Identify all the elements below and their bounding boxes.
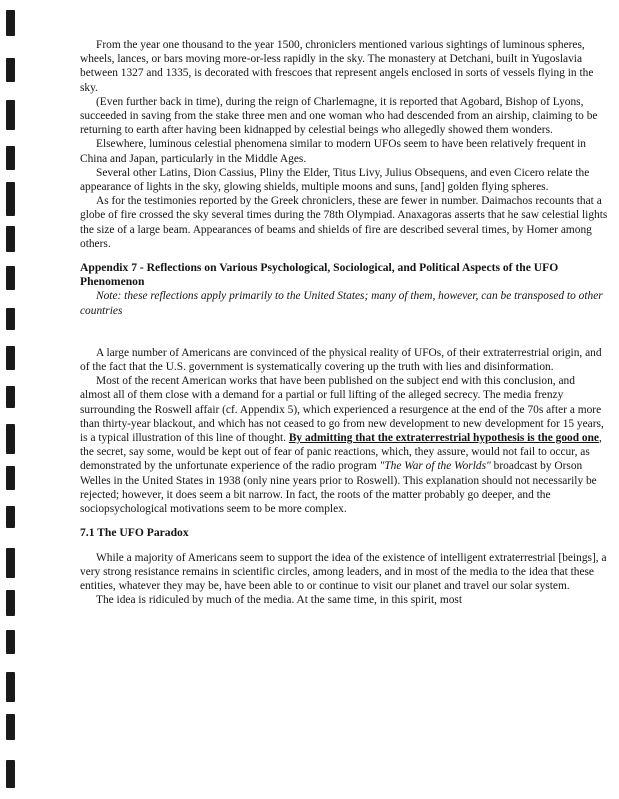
binder-hole-mark (6, 308, 15, 330)
binder-hole-mark (6, 146, 15, 170)
binder-hole-mark (6, 100, 15, 130)
document-body (80, 38, 608, 607)
binder-hole-mark (6, 226, 15, 252)
appendix-note: Note: these reflections apply primarily to the United States; many of them, however, can be transposed to other countries (80, 290, 603, 317)
paragraph: (Even further back in time), during the reign of Charlemagne, it is reported that Agobard, Bishop of Lyons, succeeded in saving from the stake three men and one woman who had descended from an airship, claiming to be returning to earth after having been kidnapped by celestial beings who allegedly showed them wonders. (80, 95, 598, 137)
emphasized-phrase: By admitting that the extraterrestrial hypothesis is the good one (288, 432, 599, 445)
paragraph: From the year one thousand to the year 1500, chroniclers mentioned various sightings of luminous spheres, wheels, lances, or bars moving more-or-less rapidly in the sky. The monastery at Detchani, built in Yugoslavia between 1327 and 1335, is decorated with frescoes that represent angels enclosed in sorts of vessels flying in the sky. (80, 39, 594, 94)
binder-hole-mark (6, 424, 15, 454)
paragraph: Several other Latins, Dion Cassius, Pliny the Elder, Titus Livy, Julius Obsequens, and even Cicero relate the appearance of lights in the sky, glowing shields, multiple moons and suns, [and] golden flying spheres. (80, 166, 590, 194)
binder-hole-mark (6, 714, 15, 740)
binder-hole-mark (6, 386, 15, 408)
binder-hole-mark (6, 630, 15, 654)
binder-hole-mark (6, 590, 15, 616)
binder-hole-mark (6, 672, 15, 702)
binder-margin (6, 0, 18, 799)
binder-hole-mark (6, 506, 15, 528)
binder-hole-mark (6, 266, 15, 290)
section-title: 7.1 The UFO Paradox (80, 526, 189, 540)
binder-hole-mark (6, 760, 15, 788)
paragraph: Elsewhere, luminous celestial phenomena similar to modern UFOs seem to have been relatively frequent in China and Japan, particularly in the Middle Ages. (80, 138, 586, 165)
paragraph-text: Most of the recent American works that have been published on the subject end with this conclusion, and almost all of them close with a demand for a partial or full lifting of the alleged secrecy. The media frenzy surrounding the Roswell affair (cf. Appendix 5), which experienced a resurgence at the end of the 70s after a more than thirty-year blackout, and which has not ceased to go from new development to new development for 15 years, is a typical illustration of this line of thought. (80, 375, 604, 445)
radio-program-title: "The War of the Worlds" (379, 460, 491, 473)
appendix-title: Appendix 7 - Reflections on Various Psychological, Sociological, and Political Aspects of the UFO Phenomenon (80, 261, 559, 289)
paragraph: A large number of Americans are convinced of the physical reality of UFOs, of their extraterrestrial origin, and of the fact that the U.S. government is systematically covering up the truth with lies and disinformation. (80, 346, 602, 374)
paragraph (80, 374, 608, 516)
paragraph-text: , the secret, say some, would be kept out of fear of panic reactions, which, they assure, would not fail to occur, as demonstrated by the unfortunate experience of the radio program (80, 432, 602, 473)
paragraph: The idea is ridiculed by much of the media. At the same time, in this spirit, most (96, 594, 463, 607)
paragraph: While a majority of Americans seem to support the idea of the existence of intelligent extraterrestrial [beings], a very strong resistance remains in scientific circles, among leaders, and in most of the media to the idea that these entities, whatever they may be, have been able to or continue to visit our planet and travel our solar system. (80, 551, 607, 592)
binder-hole-mark (6, 58, 15, 82)
paragraph-text: broadcast by Orson Welles in the United States in 1938 (only nine years prior to Roswell). This explanation should not necessarily be rejected; however, it does seem a bit narrow. In fact, the roots of the matter probably go deeper, and the sociopsychological motivations seem to be more complex. (80, 460, 597, 516)
binder-hole-mark (6, 466, 15, 490)
binder-hole-mark (6, 548, 15, 578)
binder-hole-mark (6, 346, 15, 370)
binder-hole-mark (6, 10, 15, 36)
paragraph: As for the testimonies reported by the Greek chroniclers, these are fewer in number. Daimachos recounts that a globe of fire crossed the sky several times during the 78th Olympiad. Anaxagoras asserts that he saw celestial lights the size of a large beam. Appearances of beams and shields of fire are described several times, by Homer among others. (80, 195, 608, 250)
binder-hole-mark (6, 182, 15, 216)
